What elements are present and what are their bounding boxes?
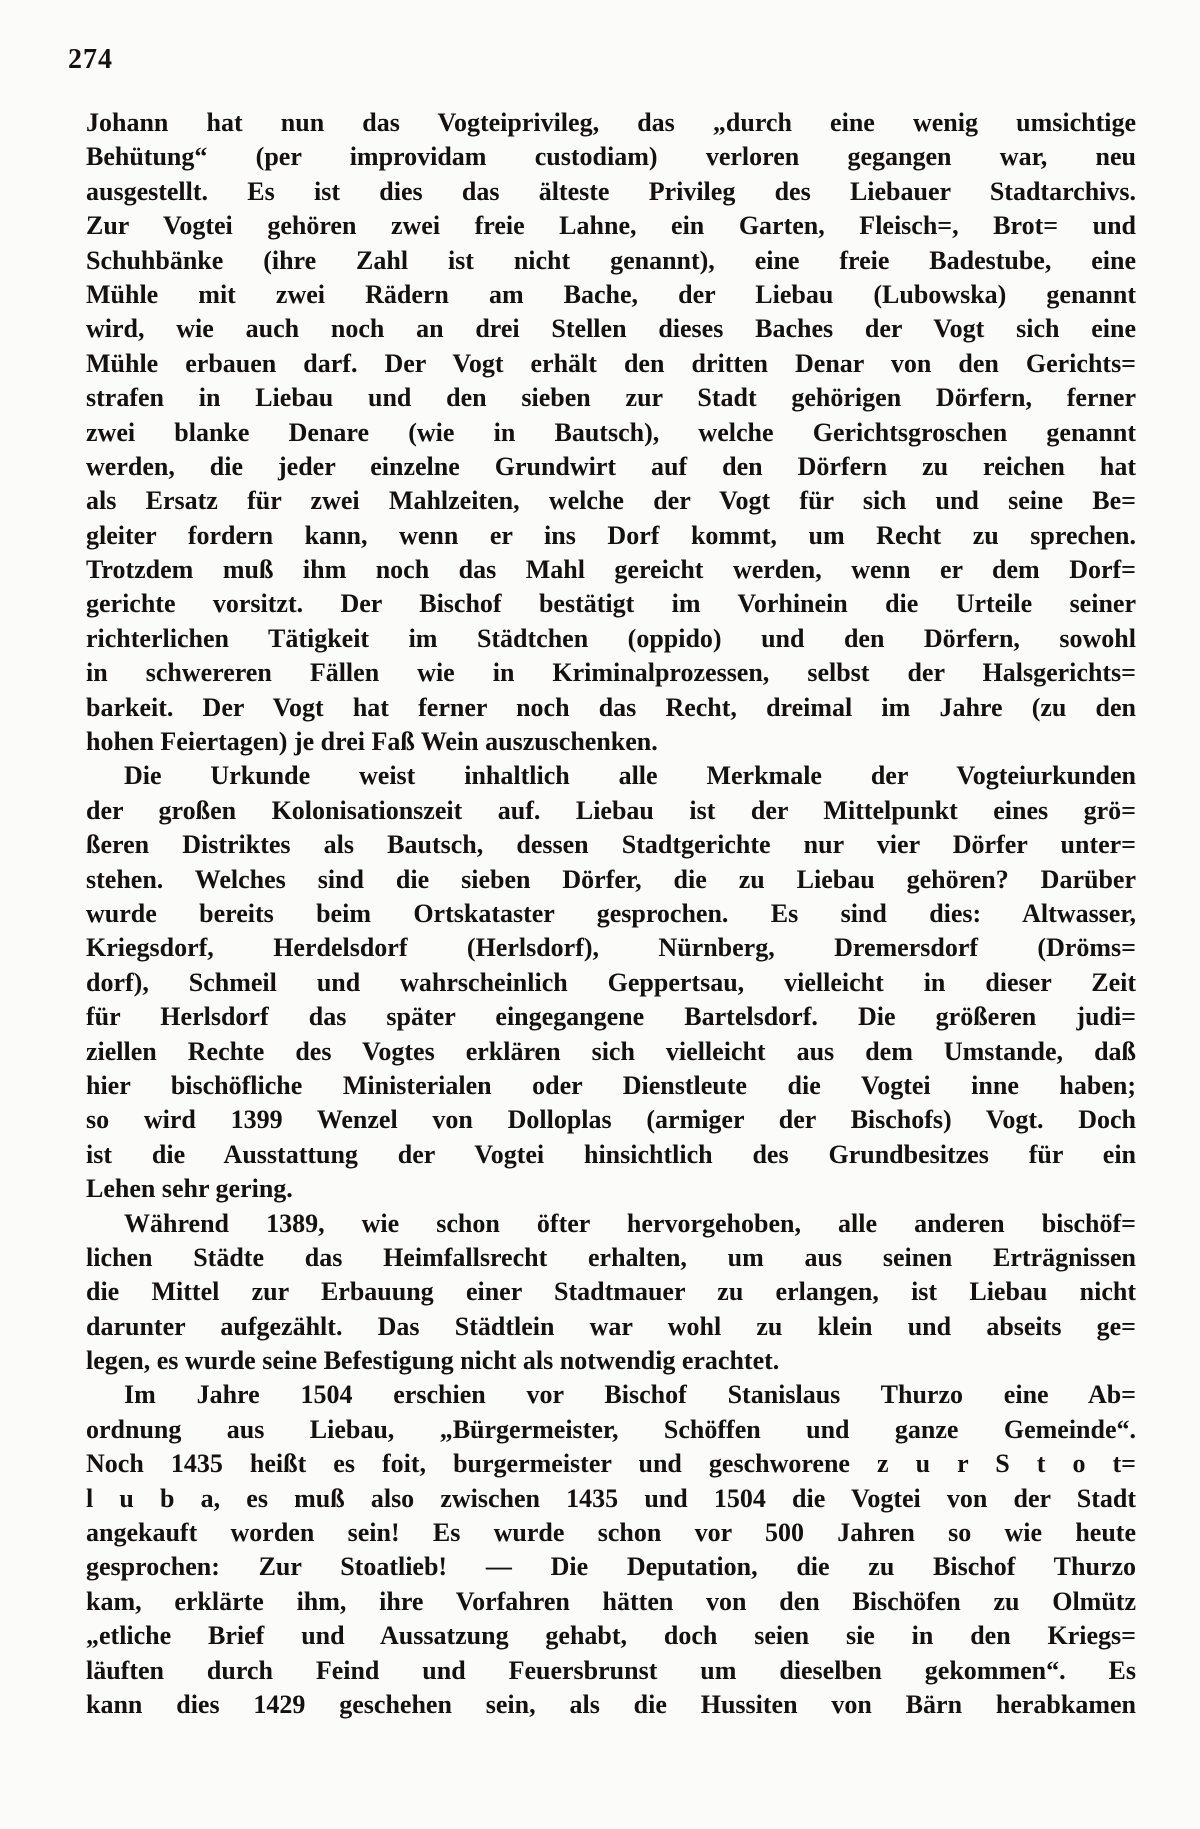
text-line: darunter aufgezählt. Das Städtlein war wohl zu klein und abseits ge=: [86, 1311, 1136, 1341]
text-line: strafen in Liebau und den sieben zur Stadt gehörigen Dörfern, ferner: [86, 383, 1136, 413]
text-line: kam, erklärte ihm, ihre Vorfahren hätten von den Bischöfen zu Olmütz: [86, 1586, 1136, 1616]
text-line: zwei blanke Denare (wie in Bautsch), welche Gerichtsgroschen genannt: [86, 417, 1136, 447]
text-line: Noch 1435 heißt es foit, burgermeister und geschworene z u r S t o t=: [86, 1449, 1136, 1479]
paragraph-3: [86, 1207, 1136, 1379]
text-line: für Herlsdorf das später eingegangene Bartelsdorf. Die größeren judi=: [86, 1002, 1136, 1032]
paragraph-4: [86, 1378, 1136, 1722]
text-line: der großen Kolonisationszeit auf. Liebau ist der Mittelpunkt eines grö=: [86, 795, 1136, 825]
text-line: ordnung aus Liebau, „Bürgermeister, Schöffen und ganze Gemeinde“.: [86, 1414, 1136, 1444]
text-line: Trotzdem muß ihm noch das Mahl gereicht werden, wenn er dem Dorf=: [86, 555, 1136, 585]
text-line: ziellen Rechte des Vogtes erklären sich vielleicht aus dem Umstande, daß: [86, 1036, 1136, 1066]
text-line: „etliche Brief und Aussatzung gehabt, doch seien sie in den Kriegs=: [86, 1621, 1136, 1651]
text-line: dorf), Schmeil und wahrscheinlich Geppertsau, vielleicht in dieser Zeit: [86, 967, 1136, 997]
paragraph-2: [86, 759, 1136, 1206]
text-line: stehen. Welches sind die sieben Dörfer, die zu Liebau gehören? Darüber: [86, 864, 1136, 894]
text-line: ßeren Distriktes als Bautsch, dessen Stadtgerichte nur vier Dörfer unter=: [86, 830, 1136, 860]
text-line: Lehen sehr gering.: [86, 1174, 293, 1204]
text-line: Kriegsdorf, Herdelsdorf (Herlsdorf), Nürnberg, Dremersdorf (Dröms=: [86, 933, 1136, 963]
text-line: so wird 1399 Wenzel von Dolloplas (armiger der Bischofs) Vogt. Doch: [86, 1105, 1136, 1135]
text-line: angekauft worden sein! Es wurde schon vor 500 Jahren so wie heute: [86, 1518, 1136, 1548]
text-line: gerichte vorsitzt. Der Bischof bestätigt im Vorhinein die Urteile seiner: [86, 589, 1136, 619]
text-line: Mühle mit zwei Rädern am Bache, der Liebau (Lubowska) genannt: [86, 279, 1136, 309]
text-line: Die Urkunde weist inhaltlich alle Merkmale der Vogteiurkunden: [124, 761, 1136, 791]
text-line: Schuhbänke (ihre Zahl ist nicht genannt), eine freie Badestube, eine: [86, 245, 1136, 275]
text-line: in schwereren Fällen wie in Kriminalprozessen, selbst der Halsgerichts=: [86, 658, 1136, 688]
text-line: lichen Städte das Heimfallsrecht erhalten, um aus seinen Erträgnissen: [86, 1242, 1136, 1272]
text-line: wird, wie auch noch an drei Stellen dieses Baches der Vogt sich eine: [86, 314, 1136, 344]
text-line: gleiter fordern kann, wenn er ins Dorf kommt, um Recht zu sprechen.: [86, 520, 1136, 550]
text-line: l u b a, es muß also zwischen 1435 und 1504 die Vogtei von der Stadt: [86, 1483, 1136, 1513]
text-line: ist die Ausstattung der Vogtei hinsichtlich des Grundbesitzes für ein: [86, 1139, 1136, 1169]
text-line: läuften durch Feind und Feuersbrunst um dieselben gekommen“. Es: [86, 1655, 1136, 1685]
text-line: ausgestellt. Es ist dies das älteste Privileg des Liebauer Stadtarchivs.: [86, 176, 1136, 206]
text-line: kann dies 1429 geschehen sein, als die Hussiten von Bärn herabkamen: [86, 1689, 1136, 1719]
text-line: die Mittel zur Erbauung einer Stadtmauer zu erlangen, ist Liebau nicht: [86, 1277, 1136, 1307]
text-line: hier bischöfliche Ministerialen oder Dienstleute die Vogtei inne haben;: [86, 1070, 1136, 1100]
text-line: als Ersatz für zwei Mahlzeiten, welche der Vogt für sich und seine Be=: [86, 486, 1136, 516]
text-line: Zur Vogtei gehören zwei freie Lahne, ein Garten, Fleisch=, Brot= und: [86, 211, 1136, 241]
text-line: legen, es wurde seine Befestigung nicht als notwendig erachtet.: [86, 1346, 780, 1376]
text-line: Im Jahre 1504 erschien vor Bischof Stanislaus Thurzo eine Ab=: [124, 1380, 1136, 1410]
paragraph-1: [86, 106, 1136, 759]
text-line: Johann hat nun das Vogteiprivileg, das „durch eine wenig umsichtige: [86, 108, 1136, 137]
text-line: barkeit. Der Vogt hat ferner noch das Recht, dreimal im Jahre (zu den: [86, 692, 1136, 722]
text-block: [86, 106, 1136, 1722]
text-line: Behütung“ (per improvidam custodiam) verloren gegangen war, neu: [86, 142, 1136, 172]
text-line: werden, die jeder einzelne Grundwirt auf den Dörfern zu reichen hat: [86, 451, 1136, 481]
text-line: gesprochen: Zur Stoatlieb! — Die Deputation, die zu Bischof Thurzo: [86, 1552, 1136, 1582]
text-line: hohen Feiertagen) je drei Faß Wein auszuschenken.: [86, 727, 658, 757]
text-line: Während 1389, wie schon öfter hervorgehoben, alle anderen bischöf=: [124, 1208, 1136, 1238]
text-line: Mühle erbauen darf. Der Vogt erhält den dritten Denar von den Gerichts=: [86, 348, 1136, 378]
text-line: wurde bereits beim Ortskataster gesprochen. Es sind dies: Altwasser,: [86, 898, 1136, 928]
page-number: 274: [68, 44, 113, 75]
text-line: richterlichen Tätigkeit im Städtchen (oppido) und den Dörfern, sowohl: [86, 623, 1136, 653]
